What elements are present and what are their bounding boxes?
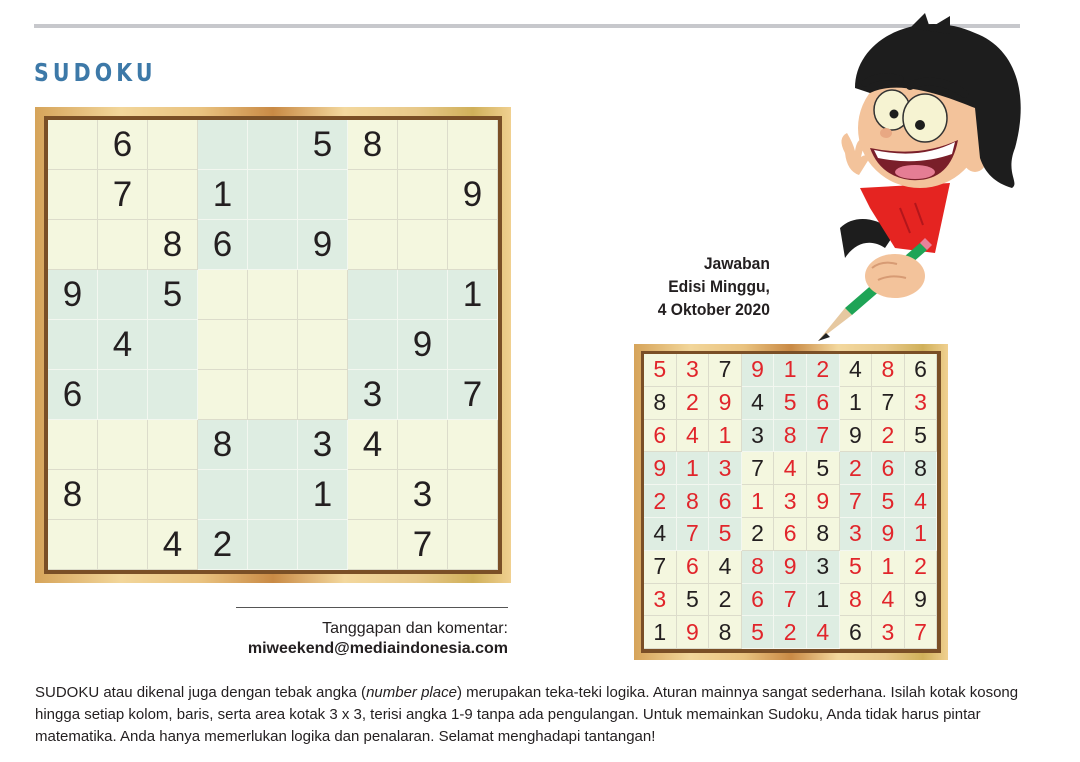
puzzle-cell[interactable] xyxy=(148,370,198,420)
puzzle-cell[interactable] xyxy=(48,220,98,270)
puzzle-cell[interactable] xyxy=(48,420,98,470)
answer-cell: 6 xyxy=(905,354,938,387)
answer-cell: 9 xyxy=(905,584,938,617)
puzzle-cell[interactable] xyxy=(248,520,298,570)
puzzle-cell[interactable] xyxy=(198,320,248,370)
answer-cell: 8 xyxy=(807,518,840,551)
puzzle-cell[interactable] xyxy=(148,170,198,220)
puzzle-cell[interactable]: 6 xyxy=(98,120,148,170)
puzzle-cell[interactable]: 3 xyxy=(348,370,398,420)
answer-cell: 9 xyxy=(840,420,873,453)
answer-cell: 4 xyxy=(709,551,742,584)
answer-cell: 7 xyxy=(644,551,677,584)
description-text: SUDOKU atau dikenal juga dengan tebak angka ( xyxy=(35,684,367,701)
answer-cell: 1 xyxy=(905,518,938,551)
puzzle-cell[interactable] xyxy=(398,370,448,420)
puzzle-cell[interactable] xyxy=(348,320,398,370)
puzzle-cell[interactable] xyxy=(448,220,498,270)
puzzle-cell[interactable]: 1 xyxy=(198,170,248,220)
puzzle-cell[interactable] xyxy=(48,320,98,370)
puzzle-cell[interactable] xyxy=(398,270,448,320)
answer-cell: 5 xyxy=(905,420,938,453)
answer-cell: 3 xyxy=(742,420,775,453)
puzzle-cell[interactable] xyxy=(98,270,148,320)
answer-cell: 3 xyxy=(774,485,807,518)
puzzle-cell[interactable] xyxy=(298,170,348,220)
puzzle-cell[interactable] xyxy=(148,470,198,520)
answer-cell: 9 xyxy=(742,354,775,387)
puzzle-cell[interactable]: 4 xyxy=(98,320,148,370)
answer-cell: 7 xyxy=(677,518,710,551)
answer-cell: 3 xyxy=(840,518,873,551)
puzzle-cell[interactable]: 1 xyxy=(448,270,498,320)
answer-cell: 5 xyxy=(709,518,742,551)
answer-cell: 5 xyxy=(840,551,873,584)
puzzle-cell[interactable] xyxy=(248,120,298,170)
puzzle-cell[interactable] xyxy=(198,370,248,420)
answer-cell: 8 xyxy=(742,551,775,584)
puzzle-cell[interactable] xyxy=(198,470,248,520)
answer-cell: 2 xyxy=(644,485,677,518)
puzzle-cell[interactable] xyxy=(448,120,498,170)
puzzle-cell[interactable]: 8 xyxy=(48,470,98,520)
answer-cell: 8 xyxy=(774,420,807,453)
answer-cell: 2 xyxy=(709,584,742,617)
answer-cell: 4 xyxy=(742,387,775,420)
answer-cell: 3 xyxy=(677,354,710,387)
puzzle-cell[interactable] xyxy=(398,220,448,270)
answer-frame xyxy=(634,344,948,660)
puzzle-cell[interactable] xyxy=(98,470,148,520)
puzzle-cell[interactable]: 5 xyxy=(148,270,198,320)
answer-cell: 1 xyxy=(774,354,807,387)
answer-cell: 1 xyxy=(742,485,775,518)
puzzle-cell[interactable] xyxy=(98,420,148,470)
answer-cell: 4 xyxy=(774,452,807,485)
puzzle-cell[interactable] xyxy=(398,120,448,170)
puzzle-cell[interactable] xyxy=(198,120,248,170)
puzzle-cell[interactable] xyxy=(348,270,398,320)
puzzle-cell[interactable] xyxy=(298,320,348,370)
answer-caption-line: Jawaban xyxy=(703,254,770,273)
answer-cell: 9 xyxy=(677,616,710,649)
puzzle-cell[interactable]: 3 xyxy=(298,420,348,470)
answer-cell: 4 xyxy=(677,420,710,453)
puzzle-cell[interactable]: 8 xyxy=(148,220,198,270)
puzzle-cell[interactable]: 8 xyxy=(198,420,248,470)
page-title: SUDOKU xyxy=(34,58,157,87)
puzzle-cell[interactable] xyxy=(248,420,298,470)
puzzle-cell[interactable]: 3 xyxy=(398,470,448,520)
answer-cell: 7 xyxy=(807,420,840,453)
answer-cell: 6 xyxy=(742,584,775,617)
answer-cell: 2 xyxy=(840,452,873,485)
puzzle-cell[interactable] xyxy=(398,420,448,470)
answer-cell: 8 xyxy=(677,485,710,518)
answer-cell: 2 xyxy=(905,551,938,584)
answer-cell: 2 xyxy=(742,518,775,551)
answer-cell: 6 xyxy=(677,551,710,584)
answer-cell: 6 xyxy=(872,452,905,485)
puzzle-cell[interactable] xyxy=(348,170,398,220)
puzzle-cell[interactable] xyxy=(198,270,248,320)
puzzle-cell[interactable] xyxy=(448,520,498,570)
answer-cell: 7 xyxy=(905,616,938,649)
answer-cell: 8 xyxy=(872,354,905,387)
answer-cell: 1 xyxy=(807,584,840,617)
puzzle-cell[interactable]: 8 xyxy=(348,120,398,170)
puzzle-grid xyxy=(48,120,498,570)
answer-cell: 5 xyxy=(644,354,677,387)
answer-cell: 4 xyxy=(807,616,840,649)
description-italic: number place xyxy=(366,684,457,701)
answer-cell: 3 xyxy=(905,387,938,420)
answer-cell: 1 xyxy=(872,551,905,584)
puzzle-cell[interactable]: 6 xyxy=(48,370,98,420)
answer-cell: 7 xyxy=(872,387,905,420)
puzzle-cell[interactable] xyxy=(248,220,298,270)
answer-cell: 8 xyxy=(905,452,938,485)
answer-cell: 8 xyxy=(709,616,742,649)
puzzle-cell[interactable] xyxy=(448,320,498,370)
answer-caption-line: 4 Oktober 2020 xyxy=(657,300,770,319)
answer-cell: 6 xyxy=(774,518,807,551)
answer-cell: 3 xyxy=(872,616,905,649)
feedback-divider xyxy=(236,607,508,608)
answer-cell: 1 xyxy=(644,616,677,649)
answer-cell: 9 xyxy=(644,452,677,485)
answer-cell: 9 xyxy=(774,551,807,584)
answer-cell: 4 xyxy=(872,584,905,617)
puzzle-cell[interactable] xyxy=(448,420,498,470)
puzzle-cell[interactable] xyxy=(298,270,348,320)
puzzle-cell[interactable] xyxy=(148,320,198,370)
feedback-label: Tanggapan dan komentar: xyxy=(322,620,508,637)
answer-cell: 3 xyxy=(807,551,840,584)
answer-cell: 7 xyxy=(742,452,775,485)
answer-grid xyxy=(644,354,938,650)
answer-cell: 8 xyxy=(644,387,677,420)
puzzle-cell[interactable] xyxy=(248,470,298,520)
answer-cell: 6 xyxy=(840,616,873,649)
answer-cell: 2 xyxy=(872,420,905,453)
answer-cell: 7 xyxy=(709,354,742,387)
answer-cell: 8 xyxy=(840,584,873,617)
puzzle-cell[interactable] xyxy=(48,520,98,570)
answer-cell: 3 xyxy=(644,584,677,617)
answer-caption-line: Edisi Minggu, xyxy=(668,277,770,296)
puzzle-cell[interactable] xyxy=(98,520,148,570)
puzzle-cell[interactable]: 9 xyxy=(298,220,348,270)
puzzle-cell[interactable]: 7 xyxy=(398,520,448,570)
answer-cell: 4 xyxy=(840,354,873,387)
puzzle-cell[interactable]: 5 xyxy=(298,120,348,170)
puzzle-cell[interactable] xyxy=(248,370,298,420)
puzzle-cell[interactable]: 4 xyxy=(348,420,398,470)
puzzle-frame xyxy=(35,107,511,583)
answer-cell: 6 xyxy=(644,420,677,453)
answer-cell: 9 xyxy=(807,485,840,518)
description-text: ) merupakan teka-teki logika. Aturan mainnya sangat sederhana. Isilah kotak kosong hingga setiap kolom, baris, serta area kotak 3 x 3, terisi angka 1-9 tanpa ada pengulangan. Untuk memainkan Sudoku, Anda tidak harus pintar matematika. Anda hanya memerlukan logika dan penalaran. Selamat menghadapi tantangan! xyxy=(35,684,1019,745)
answer-cell: 1 xyxy=(709,420,742,453)
answer-cell: 4 xyxy=(905,485,938,518)
answer-cell: 4 xyxy=(644,518,677,551)
answer-caption xyxy=(658,252,770,321)
answer-cell: 6 xyxy=(807,387,840,420)
answer-cell: 1 xyxy=(677,452,710,485)
answer-cell: 2 xyxy=(807,354,840,387)
puzzle-cell[interactable]: 7 xyxy=(448,370,498,420)
answer-cell: 7 xyxy=(840,485,873,518)
puzzle-cell[interactable] xyxy=(248,320,298,370)
answer-cell: 5 xyxy=(742,616,775,649)
puzzle-cell[interactable]: 6 xyxy=(198,220,248,270)
puzzle-cell[interactable] xyxy=(148,420,198,470)
puzzle-cell[interactable] xyxy=(48,170,98,220)
answer-cell: 5 xyxy=(872,485,905,518)
answer-cell: 2 xyxy=(677,387,710,420)
puzzle-cell[interactable] xyxy=(48,120,98,170)
puzzle-cell[interactable] xyxy=(348,220,398,270)
puzzle-cell[interactable] xyxy=(148,120,198,170)
answer-cell: 7 xyxy=(774,584,807,617)
puzzle-cell[interactable] xyxy=(348,520,398,570)
puzzle-cell[interactable] xyxy=(98,220,148,270)
answer-cell: 6 xyxy=(709,485,742,518)
feedback-email-link[interactable]: miweekend@mediaindonesia.com xyxy=(247,640,508,657)
answer-cell: 9 xyxy=(709,387,742,420)
puzzle-cell[interactable] xyxy=(98,370,148,420)
puzzle-cell[interactable]: 9 xyxy=(398,320,448,370)
puzzle-cell[interactable]: 4 xyxy=(148,520,198,570)
puzzle-cell[interactable]: 9 xyxy=(448,170,498,220)
answer-cell: 5 xyxy=(774,387,807,420)
puzzle-cell[interactable] xyxy=(448,470,498,520)
answer-cell: 9 xyxy=(872,518,905,551)
answer-cell: 2 xyxy=(774,616,807,649)
puzzle-cell[interactable] xyxy=(298,520,348,570)
answer-cell: 5 xyxy=(807,452,840,485)
answer-cell: 1 xyxy=(840,387,873,420)
description-paragraph xyxy=(35,682,1035,748)
puzzle-cell[interactable] xyxy=(298,370,348,420)
puzzle-cell[interactable]: 7 xyxy=(98,170,148,220)
cartoon-boy-with-pencil-icon xyxy=(800,8,1040,343)
puzzle-cell[interactable]: 1 xyxy=(298,470,348,520)
puzzle-cell[interactable]: 2 xyxy=(198,520,248,570)
answer-cell: 5 xyxy=(677,584,710,617)
puzzle-cell[interactable] xyxy=(398,170,448,220)
puzzle-cell[interactable] xyxy=(248,170,298,220)
puzzle-cell[interactable] xyxy=(248,270,298,320)
answer-cell: 3 xyxy=(709,452,742,485)
puzzle-cell[interactable] xyxy=(348,470,398,520)
puzzle-cell[interactable]: 9 xyxy=(48,270,98,320)
